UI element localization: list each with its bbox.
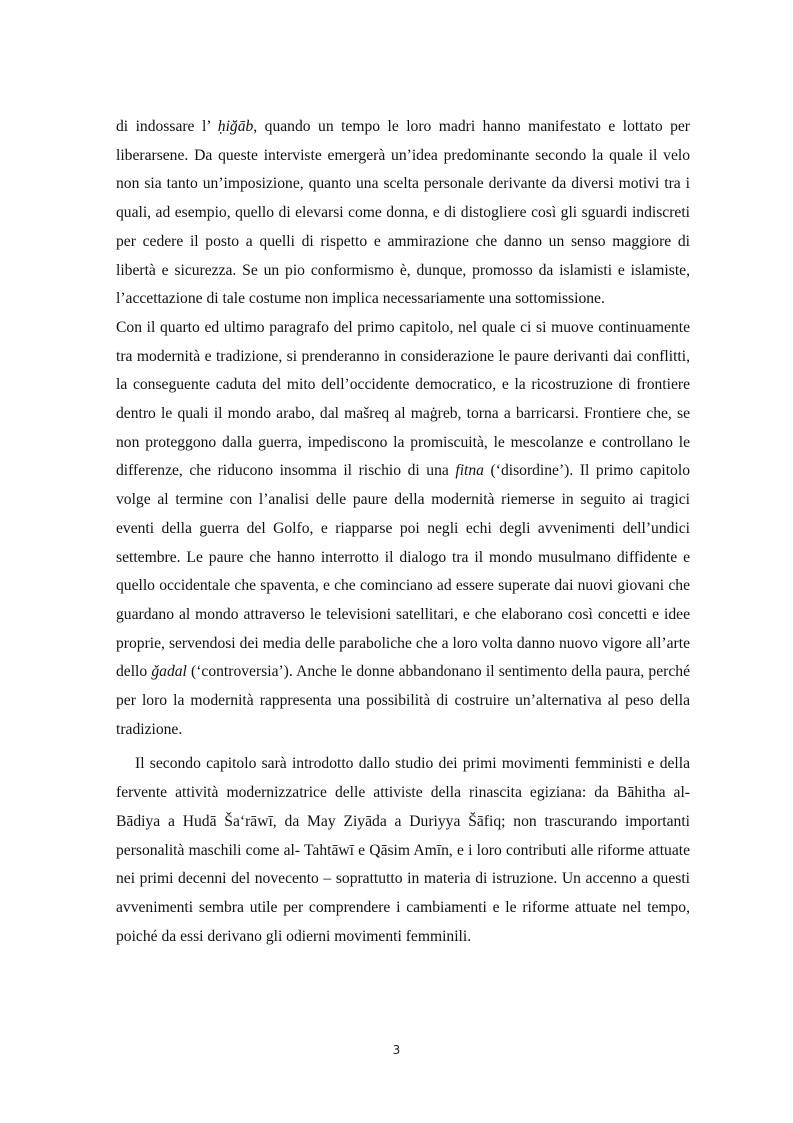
italic-term-jadal: ǧadal (151, 663, 187, 681)
italic-term-fitna: fitna (455, 462, 484, 480)
italic-term-hijab: ḥiğāb (217, 118, 254, 135)
text-segment: , quando un tempo le loro madri hanno manifestato e lottato per liberarsene. Da queste interviste emergerà un’idea predominante secondo la quale il velo non sia tanto un’imposizione, quanto una scelta personale derivante da diversi motivi tra i quali, ad esempio, quello di elevarsi come donna, e di distogliere così gli sguardi indiscreti per cedere il posto a quelli di rispetto e ammirazione che danno un senso maggiore di libertà e sicurezza. Se un pio conformismo è, dunque, promosso da islamisti e islamiste, l’accettazione di tale costume non implica necessariamente una sottomissione. (116, 118, 690, 308)
paragraph-2 (116, 314, 690, 745)
text-segment: (‘disordine’). Il primo capitolo volge al termine con l’analisi delle paure della modernità riemerse in seguito ai tragici eventi della guerra del Golfo, e riapparse poi negli echi degli avvenimenti dell’undici settembre. Le paure che hanno interrotto il dialogo tra il mondo musulmano diffidente e quello occidentale che spaventa, e che cominciano ad essere superate dai nuovi giovani che guardano al mondo attraverso le televisioni satellitari, e che elaborano così concetti e idee proprie, servendosi dei media delle paraboliche che a loro volta danno nuovo vigore all’arte dello (116, 462, 690, 681)
body-text (116, 113, 690, 951)
text-segment: di indossare l’ (116, 118, 218, 135)
paragraph-3 (116, 750, 690, 951)
paragraph-1 (116, 113, 690, 314)
text-segment: Il secondo capitolo sarà introdotto dallo studio dei primi movimenti femministi e della fervente attività modernizzatrice delle attiviste della rinascita egiziana: da Bāhitha al-Bādiya a Hudā Ša‘rāwī, da May Ziyāda a Duriyya Šāfiq; non trascurando importanti personalità maschili come al- Tahtāwī e Qāsim Amīn, e i loro contributi alle riforme attuate nei primi decenni del novecento – soprattutto in materia di istruzione. Un accenno a questi avvenimenti sembra utile per comprendere i cambiamenti e le riforme attuate nel tempo, poiché da essi derivano gli odierni movimenti femminili. (116, 755, 690, 945)
text-segment: Con il quarto ed ultimo paragrafo del primo capitolo, nel quale ci si muove continuamente tra modernità e tradizione, si prenderanno in considerazione le paure derivanti dai conflitti, la conseguente caduta del mito dell’occidente democratico, e la ricostruzione di frontiere dentro le quali il mondo arabo, dal mašreq al maġreb, torna a barricarsi. Frontiere che, se non proteggono dalla guerra, impediscono la promiscuità, le mescolanze e controllano le differenze, che riducono insomma il rischio di una (116, 318, 690, 480)
text-segment: (‘controversia’). Anche le donne abbandonano il sentimento della paura, perché per loro la modernità rappresenta una possibilità di costruire un’alternativa al peso della tradizione. (116, 663, 690, 738)
page-number: 3 (392, 1043, 401, 1057)
